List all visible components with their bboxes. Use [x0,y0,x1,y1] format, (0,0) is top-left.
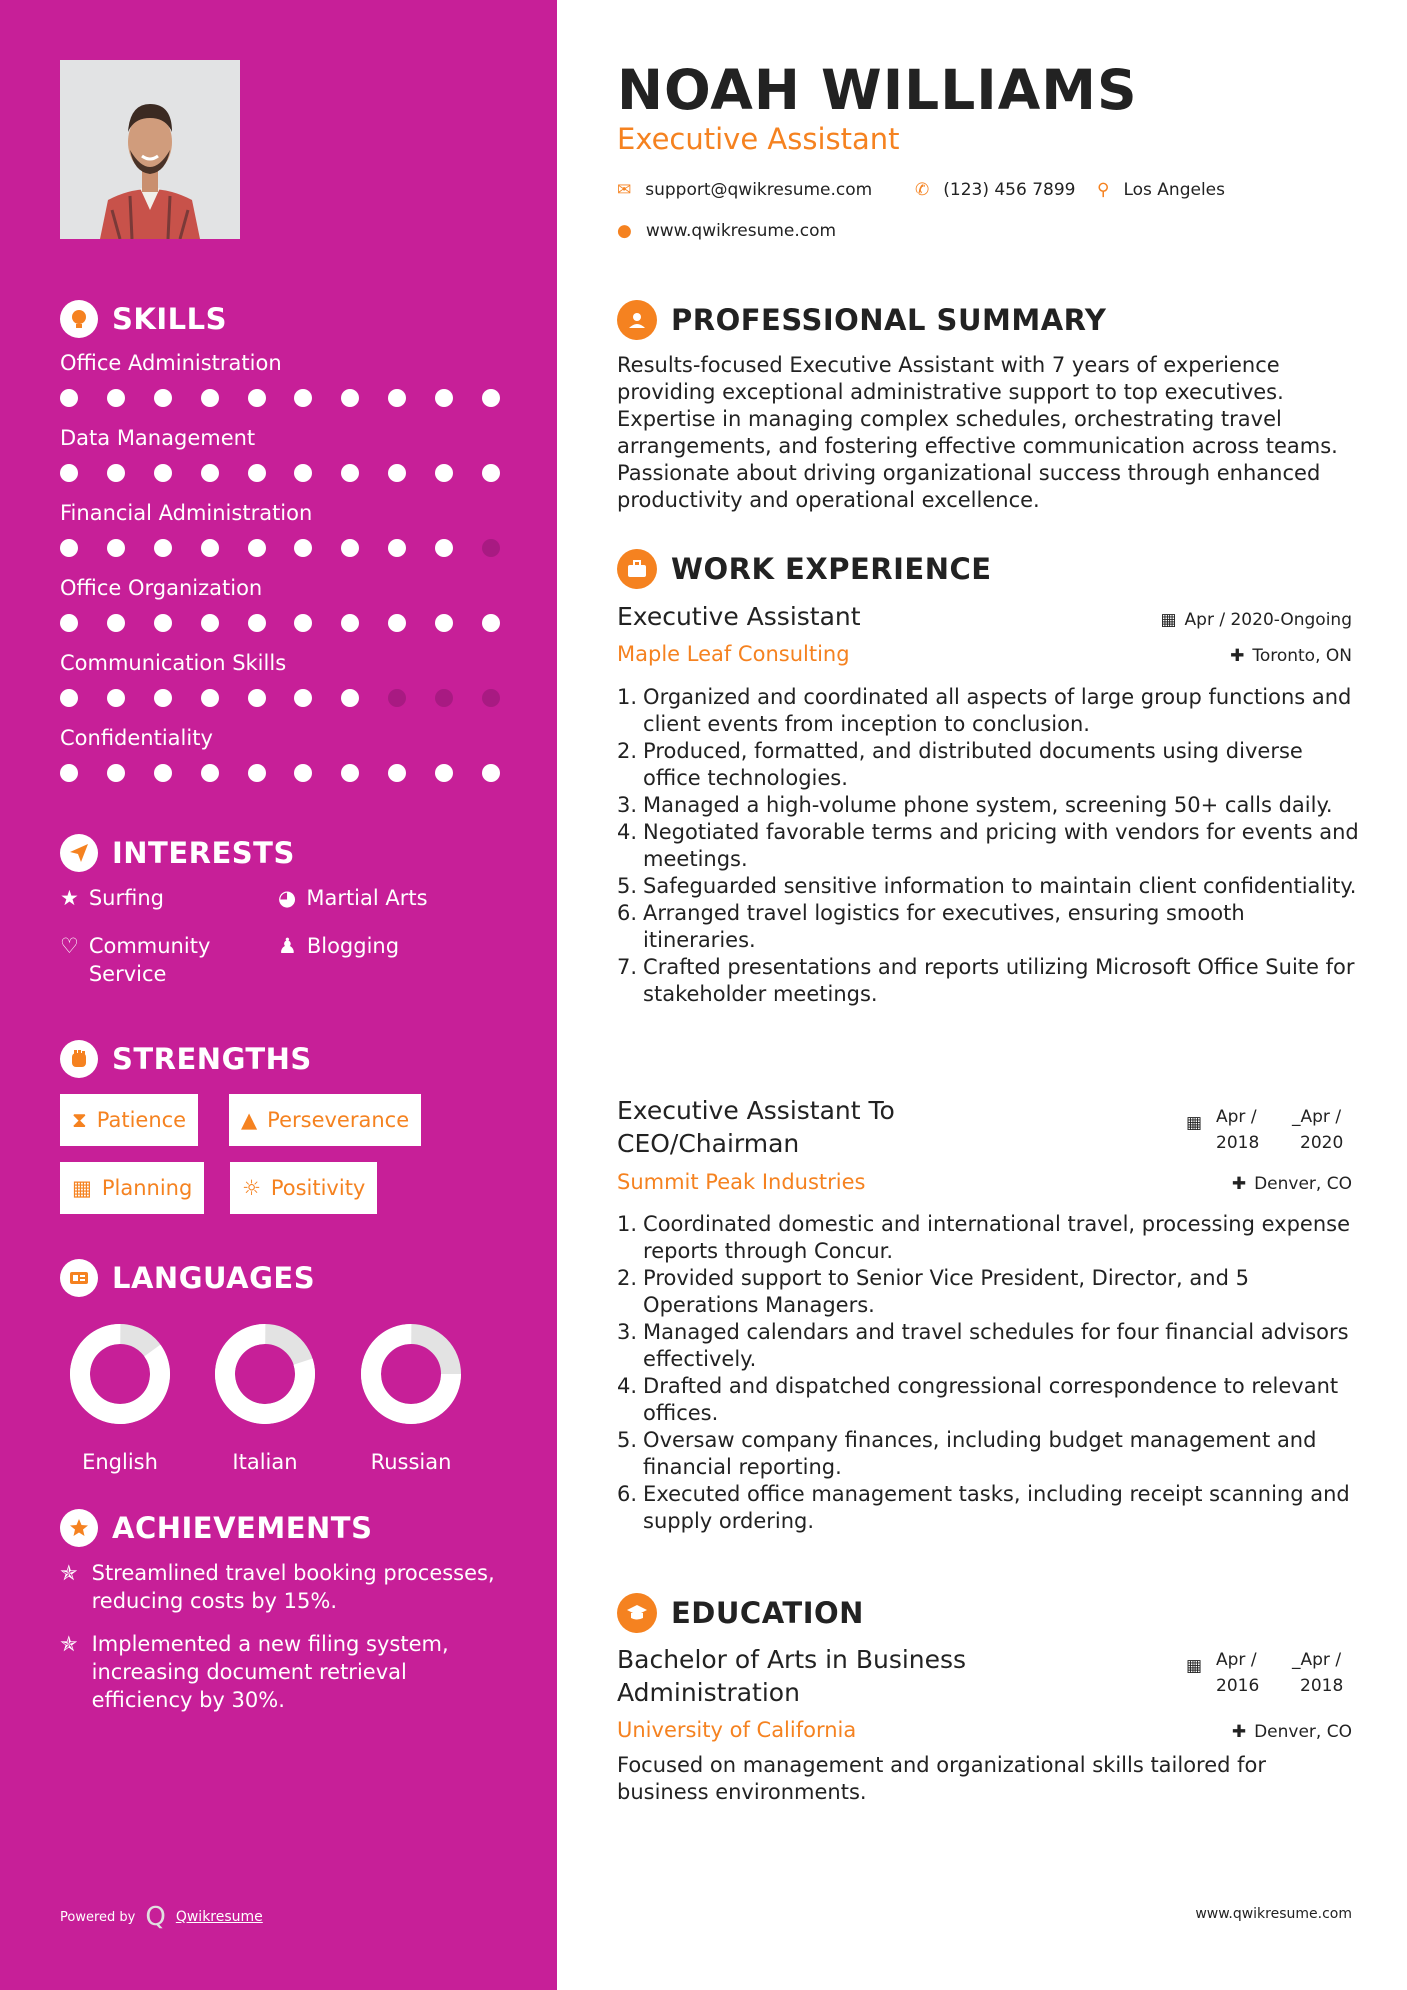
strength-tag [230,1162,377,1214]
date-end-line-2: 2020 [1300,1133,1344,1153]
skill-dot [482,764,500,782]
star-icon: ✯ [60,1561,78,1585]
sidebar [0,0,557,1990]
list-item: 4. Drafted and dispatched congressional correspondence to relevant offices. [617,1374,1339,1425]
skill-dot [154,539,172,557]
languages-heading [60,1259,315,1297]
experience-title: WORK EXPERIENCE [671,552,992,586]
qwikresume-link[interactable]: Qwikresume [175,1909,263,1925]
skill-item [60,726,500,782]
hourglass-icon: ⧗ [72,1107,87,1132]
skill-dot [435,689,453,707]
list-item: 5. Oversaw company finances, including budget management and financial reporting. [617,1428,1317,1479]
users-icon: ♟ [278,934,297,958]
achievement-item [60,1559,500,1615]
skill-dot [201,614,219,632]
interests-heading [60,834,295,872]
language-icon [60,1259,98,1297]
skill-dot [388,764,406,782]
location-text: Los Angeles [1123,180,1225,200]
skill-dot [201,389,219,407]
language-donut [361,1324,461,1424]
skill-dot [201,689,219,707]
skills-title: SKILLS [112,302,227,336]
star-icon: ✯ [60,1632,78,1656]
skill-dot [388,539,406,557]
degree-title: Bachelor of Arts in Business Administration [617,1645,967,1707]
skill-dot [435,539,453,557]
powered-by [60,1902,263,1932]
skill-dot [154,614,172,632]
skill-rating [60,764,500,782]
list-item: 1. Coordinated domestic and international travel, processing expense reports through Concur. [617,1212,1351,1263]
education-location-text: Denver, CO [1254,1722,1352,1742]
skill-dot [482,614,500,632]
education-description: Focused on management and organizational skills tailored for business environments. [617,1753,1267,1804]
skill-dot [341,464,359,482]
phone-text: (123) 456 7899 [943,180,1076,200]
job-responsibilities [617,684,1362,1008]
skill-dot [60,539,78,557]
skill-dot [107,389,125,407]
skill-dot [341,389,359,407]
skill-name: Financial Administration [60,501,313,525]
strength-label: Planning [101,1176,193,1200]
skills-heading [60,300,227,338]
skill-name: Office Administration [60,351,282,375]
skill-dot [435,464,453,482]
job-location [1232,1174,1352,1194]
skill-dot [294,539,312,557]
language-donut [215,1324,315,1424]
list-item: 7. Crafted presentations and reports utilizing Microsoft Office Suite for stakeholder meetings. [617,955,1355,1006]
job-location-text: Toronto, ON [1252,646,1352,666]
skill-rating [60,389,500,407]
language-name: English [82,1450,158,1474]
list-item: 2. Provided support to Senior Vice President, Director, and 5 Operations Managers. [617,1266,1249,1317]
education-title: EDUCATION [671,1596,864,1630]
summary-heading [617,300,1106,340]
person-photo-icon [60,60,240,239]
road-icon: ▲ [241,1108,258,1132]
strength-label: Perseverance [267,1108,410,1132]
date-start-line-1: Apr / [1216,1107,1257,1127]
achievements-heading [60,1509,372,1547]
skill-dot [248,539,266,557]
trophy-icon [60,1509,98,1547]
date-start [1216,1647,1278,1699]
list-item: 1. Organized and coordinated all aspects of large group functions and client events from inception to conclusion. [617,685,1352,736]
pin-icon: ✚ [1230,646,1245,666]
skill-name: Data Management [60,426,256,450]
skill-rating [60,689,500,707]
language-donut [70,1324,170,1424]
skill-dot [154,464,172,482]
skill-rating [60,464,500,482]
list-item: 3. Managed a high-volume phone system, screening 50+ calls daily. [617,793,1333,817]
interest-label: Blogging [306,934,400,958]
user-icon [617,300,657,340]
skill-dot [435,389,453,407]
pin-icon: ✚ [1231,1174,1247,1194]
education-heading [617,1593,864,1633]
skill-dot [60,464,78,482]
date-start-line-2: 2018 [1216,1133,1260,1153]
skill-dot [154,764,172,782]
language-name: Italian [232,1450,298,1474]
education-location [1232,1722,1352,1742]
skill-name: Communication Skills [60,651,287,675]
strengths-title: STRENGTHS [112,1042,312,1076]
date-end [1292,1104,1352,1156]
strength-tag [229,1094,421,1146]
achievement-text: Implemented a new filing system, increasing document retrieval efficiency by 30%. [91,1632,449,1712]
skill-dot [107,614,125,632]
contact-location [1097,180,1225,200]
strength-label: Patience [96,1108,187,1132]
paper-plane-icon [60,834,98,872]
lightbulb-icon [60,300,98,338]
candidate-role: Executive Assistant [617,122,900,156]
interest-item [60,932,260,988]
achievements-title: ACHIEVEMENTS [112,1511,373,1545]
contact-email [617,180,872,200]
skill-name: Confidentiality [60,726,213,750]
skill-dot [294,689,312,707]
job-title: Executive Assistant [617,602,861,631]
calendar-icon: ▦ [1160,610,1177,630]
skill-rating [60,539,500,557]
interest-item [60,884,260,912]
skill-dot [60,389,78,407]
language-item [70,1324,170,1474]
date-end-line-1: _Apr / [1292,1107,1342,1127]
interests-title: INTERESTS [112,836,295,870]
skill-item [60,651,500,707]
skill-dot [154,389,172,407]
job-company: Summit Peak Industries [617,1170,866,1194]
graduation-icon [617,1593,657,1633]
skill-dot [107,689,125,707]
skill-dot [201,464,219,482]
skill-item [60,351,500,407]
skill-dot [388,389,406,407]
skill-dot [248,389,266,407]
envelope-icon: ✉ [617,180,632,200]
date-start [1216,1104,1278,1156]
job-date [1186,1104,1352,1156]
job-location-text: Denver, CO [1254,1174,1352,1194]
skill-dot [248,464,266,482]
calendar-icon: ▦ [72,1176,92,1200]
job-location [1230,646,1352,666]
skill-dot [435,764,453,782]
interest-label: Martial Arts [306,886,428,910]
date-end-line-2: 2018 [1300,1676,1344,1696]
skill-rating [60,614,500,632]
summary-title: PROFESSIONAL SUMMARY [671,303,1107,337]
list-item: 5. Safeguarded sensitive information to maintain client confidentiality. [617,874,1357,898]
skill-dot [107,539,125,557]
date-end [1292,1647,1352,1699]
list-item: 4. Negotiated favorable terms and pricing with vendors for events and meetings. [617,820,1359,871]
calendar-icon: ▦ [1185,1113,1202,1133]
job-title: Executive Assistant To CEO/Chairman [617,1096,895,1158]
interest-label: Community Service [88,934,211,986]
skill-dot [60,614,78,632]
skill-dot [388,464,406,482]
skill-dot [341,689,359,707]
strength-tag [60,1094,198,1146]
skill-dot [482,689,500,707]
skill-dot [482,539,500,557]
skill-dot [294,389,312,407]
skill-dot [388,689,406,707]
skill-dot [482,389,500,407]
list-item: 3. Managed calendars and travel schedules for four financial advisors effectively. [617,1320,1349,1371]
experience-heading [617,549,992,589]
skill-dot [294,464,312,482]
powered-by-label: Powered by [60,1909,136,1925]
education-date [1186,1647,1352,1699]
skill-dot [154,689,172,707]
interest-label: Surfing [88,886,164,910]
calendar-icon: ▦ [1185,1656,1202,1676]
main-content [557,0,1407,1990]
skill-dot [60,764,78,782]
date-start-line-2: 2016 [1216,1676,1260,1696]
skill-dot [294,764,312,782]
strength-tag [60,1162,204,1214]
date-start-line-1: Apr / [1216,1650,1257,1670]
summary-text: Results-focused Executive Assistant with 7 years of experience providing exceptional administrative support to top executives. Expertise in managing complex schedules, orchestrating travel arrangements, and fostering effective communication across teams. Passionate about driving organizational success through enhanced productivity and operational excellence. [617,353,1338,512]
achievement-item [60,1630,500,1714]
contact-website [617,221,836,241]
school-name: University of California [617,1718,857,1742]
qwikresume-logo-icon: Q [145,1902,166,1932]
candidate-name: NOAH WILLIAMS [617,58,1138,122]
skill-dot [341,764,359,782]
pin-icon: ✚ [1231,1722,1247,1742]
skill-dot [248,764,266,782]
profile-photo [60,60,240,239]
date-end-line-1: _Apr / [1292,1650,1342,1670]
languages-title: LANGUAGES [112,1261,316,1295]
job-responsibilities [617,1211,1362,1535]
skill-dot [60,689,78,707]
sun-icon: ☼ [242,1176,261,1200]
phone-icon: ✆ [915,180,930,200]
skill-dot [388,614,406,632]
hand-icon: ♡ [60,934,79,958]
fist-icon [60,1040,98,1078]
list-item: 6. Arranged travel logistics for executives, ensuring smooth itineraries. [617,901,1245,952]
skill-dot [201,764,219,782]
skill-dot [107,464,125,482]
language-item [215,1324,315,1474]
skill-dot [435,614,453,632]
globe-icon: ● [617,221,632,241]
job-date-text: Apr / 2020-Ongoing [1184,610,1352,630]
skill-dot [341,539,359,557]
achievement-text: Streamlined travel booking processes, reducing costs by 15%. [91,1561,495,1613]
language-item [361,1324,461,1474]
strength-label: Positivity [270,1176,366,1200]
job-company: Maple Leaf Consulting [617,642,850,666]
skill-dot [482,464,500,482]
skill-item [60,576,500,632]
skill-dot [107,764,125,782]
list-item: 2. Produced, formatted, and distributed documents using diverse office technologies. [617,739,1303,790]
star-icon: ★ [60,886,79,910]
email-text[interactable]: support@qwikresume.com [645,180,873,200]
interest-item [278,884,498,912]
globe-icon: ◕ [278,886,297,910]
skill-dot [294,614,312,632]
website-text[interactable]: www.qwikresume.com [645,221,837,241]
skill-item [60,426,500,482]
briefcase-icon [617,549,657,589]
skill-name: Office Organization [60,576,263,600]
footer-url[interactable]: www.qwikresume.com [1195,1906,1352,1922]
skill-item [60,501,500,557]
language-name: Russian [370,1450,452,1474]
job-date [1160,610,1352,630]
skill-dot [248,614,266,632]
list-item: 6. Executed office management tasks, including receipt scanning and supply ordering. [617,1482,1350,1533]
strengths-heading [60,1040,312,1078]
map-pin-icon: ⚲ [1097,180,1110,200]
skill-dot [201,539,219,557]
interest-item [278,932,498,960]
skill-dot [341,614,359,632]
skill-dot [248,689,266,707]
contact-phone [915,180,1075,200]
